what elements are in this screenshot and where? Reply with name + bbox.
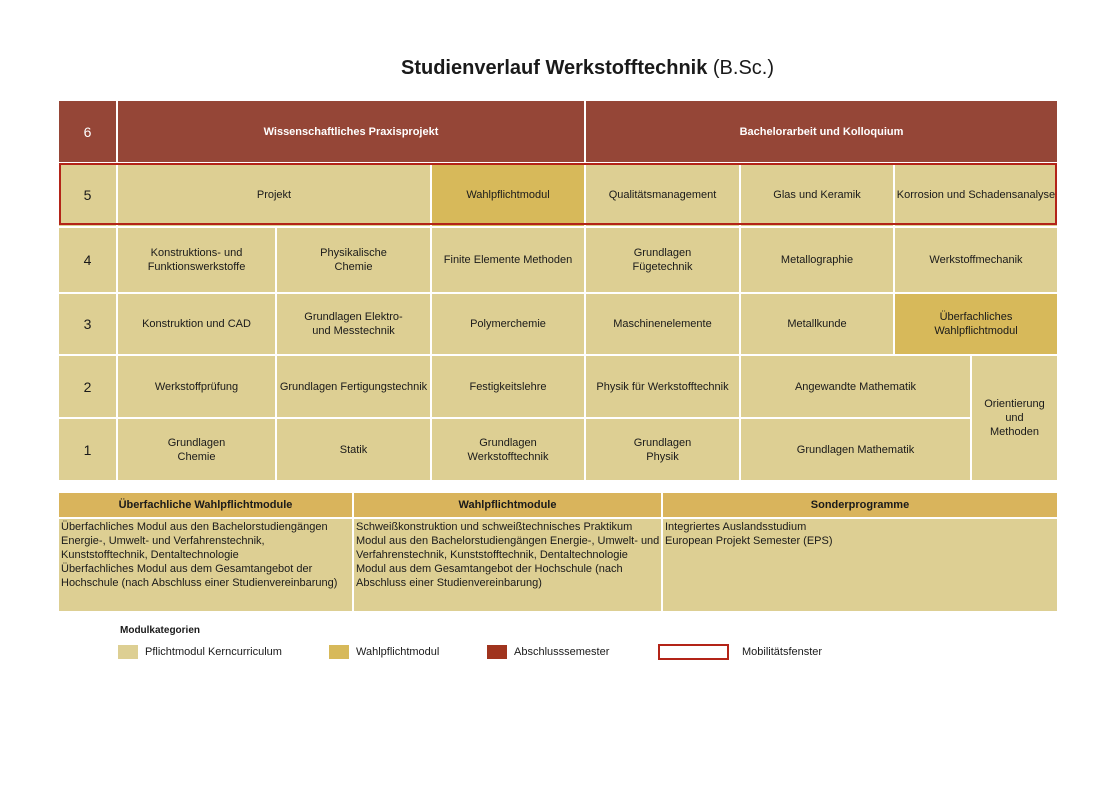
module-statik: Statik <box>277 419 430 480</box>
module-bachelorarbeit: Bachelorarbeit und Kolloquium <box>586 101 1057 162</box>
module-qualitaetsmanagement: Qualitätsmanagement <box>586 164 739 226</box>
title-degree: (B.Sc.) <box>707 57 775 79</box>
legend-swatch <box>487 645 507 659</box>
module-werkstoffmechanik: Werkstoffmechanik <box>895 228 1057 292</box>
semester-label-4: 4 <box>59 228 116 292</box>
legend-label: Mobilitätsfenster <box>742 646 823 658</box>
electives-line: Schweißkonstruktion und schweißtechnisches Praktikum <box>356 521 633 533</box>
electives-line: Kunststofftechnik, Dentaltechnologie <box>61 549 239 561</box>
electives-column-sonderprogramme <box>663 493 1057 611</box>
legend-item-wahlpflicht <box>329 644 439 660</box>
electives-line: Verfahrenstechnik, Kunststofftechnik, Dentaltechnologie <box>356 549 628 561</box>
electives-header: Wahlpflichtmodule <box>354 493 661 517</box>
module-angewandte-mathematik: Angewandte Mathematik <box>741 356 970 417</box>
study-plan-grid <box>59 101 1057 480</box>
electives-line: Modul aus dem Gesamtangebot der Hochschule (nach <box>356 563 623 575</box>
electives-line: Hochschule (nach Abschluss einer Studienvereinbarung) <box>61 577 338 589</box>
page-title <box>0 57 1120 80</box>
semester-label-1: 1 <box>59 419 116 480</box>
module-metallographie: Metallographie <box>741 228 893 292</box>
electives-line: European Projekt Semester (EPS) <box>665 535 833 547</box>
module-ueberfachliches-wahlpflichtmodul: Überfachliches Wahlpflichtmodul <box>895 294 1057 354</box>
electives-table <box>59 493 1057 611</box>
module-grundlagen-werkstofftechnik: Grundlagen Werkstofftechnik <box>432 419 584 480</box>
module-festigkeitslehre: Festigkeitslehre <box>432 356 584 417</box>
module-glas-und-keramik: Glas und Keramik <box>741 164 893 226</box>
module-wahlpflichtmodul: Wahlpflichtmodul <box>432 164 584 226</box>
legend-item-pflicht <box>118 644 282 660</box>
electives-line: Überfachliches Modul aus dem Gesamtangebot der <box>61 563 313 575</box>
module-grundlagen-physik: Grundlagen Physik <box>586 419 739 480</box>
electives-line: Modul aus den Bachelorstudiengängen Energie-, Umwelt- und <box>356 535 660 547</box>
semester-label-6: 6 <box>59 101 116 162</box>
legend-swatch <box>658 644 729 660</box>
electives-body <box>354 519 661 611</box>
module-grundlagen-chemie: Grundlagen Chemie <box>118 419 275 480</box>
legend-label: Abschlusssemester <box>514 646 610 658</box>
module-maschinenelemente: Maschinenelemente <box>586 294 739 354</box>
module-fertigungstechnik: Grundlagen Fertigungstechnik <box>277 356 430 417</box>
semester-label-3: 3 <box>59 294 116 354</box>
legend-title: Modulkategorien <box>120 625 201 636</box>
module-konstruktionswerkstoffe: Konstruktions- und Funktionswerkstoffe <box>118 228 275 292</box>
module-korrosion: Korrosion und Schadensanalyse <box>895 164 1057 226</box>
module-konstruktion-cad: Konstruktion und CAD <box>118 294 275 354</box>
electives-column-ueberfachlich <box>59 493 352 611</box>
electives-line: Abschluss einer Studienvereinbarung) <box>356 577 542 589</box>
electives-line: Überfachliches Modul aus den Bachelorstudiengängen <box>61 521 328 533</box>
electives-line: Integriertes Auslandsstudium <box>665 521 807 533</box>
legend-swatch <box>118 645 138 659</box>
electives-header: Überfachliche Wahlpflichtmodule <box>59 493 352 517</box>
title-main: Studienverlauf Werkstofftechnik <box>400 57 708 79</box>
electives-header: Sonderprogramme <box>663 493 1057 517</box>
module-finite-elemente: Finite Elemente Methoden <box>432 228 584 292</box>
legend-label: Wahlpflichtmodul <box>356 646 440 658</box>
module-werkstoffpruefung: Werkstoffprüfung <box>118 356 275 417</box>
electives-body <box>663 519 1057 611</box>
module-physik-werkstofftechnik: Physik für Werkstofftechnik <box>586 356 739 417</box>
electives-column-wahlpflicht <box>354 493 661 611</box>
semester-label-5: 5 <box>59 164 116 226</box>
legend-item-abschluss <box>487 644 609 660</box>
module-orientierung-methoden: Orientierung und Methoden <box>972 356 1057 480</box>
module-elektro-messtechnik: Grundlagen Elektro- und Messtechnik <box>277 294 430 354</box>
electives-line: Energie-, Umwelt- und Verfahrenstechnik, <box>61 535 265 547</box>
module-projekt: Projekt <box>118 164 430 226</box>
module-metallkunde: Metallkunde <box>741 294 893 354</box>
semester-label-2: 2 <box>59 356 116 417</box>
legend-item-mobilitaet <box>658 644 822 660</box>
module-grundlagen-mathematik: Grundlagen Mathematik <box>741 419 970 480</box>
module-fuegetechnik: Grundlagen Fügetechnik <box>586 228 739 292</box>
module-physikalische-chemie: Physikalische Chemie <box>277 228 430 292</box>
legend-swatch <box>329 645 349 659</box>
legend-label: Pflichtmodul Kerncurriculum <box>145 646 282 658</box>
module-polymerchemie: Polymerchemie <box>432 294 584 354</box>
electives-body <box>59 519 352 611</box>
module-wissenschaftliches-praxisprojekt: Wissenschaftliches Praxisprojekt <box>118 101 584 162</box>
